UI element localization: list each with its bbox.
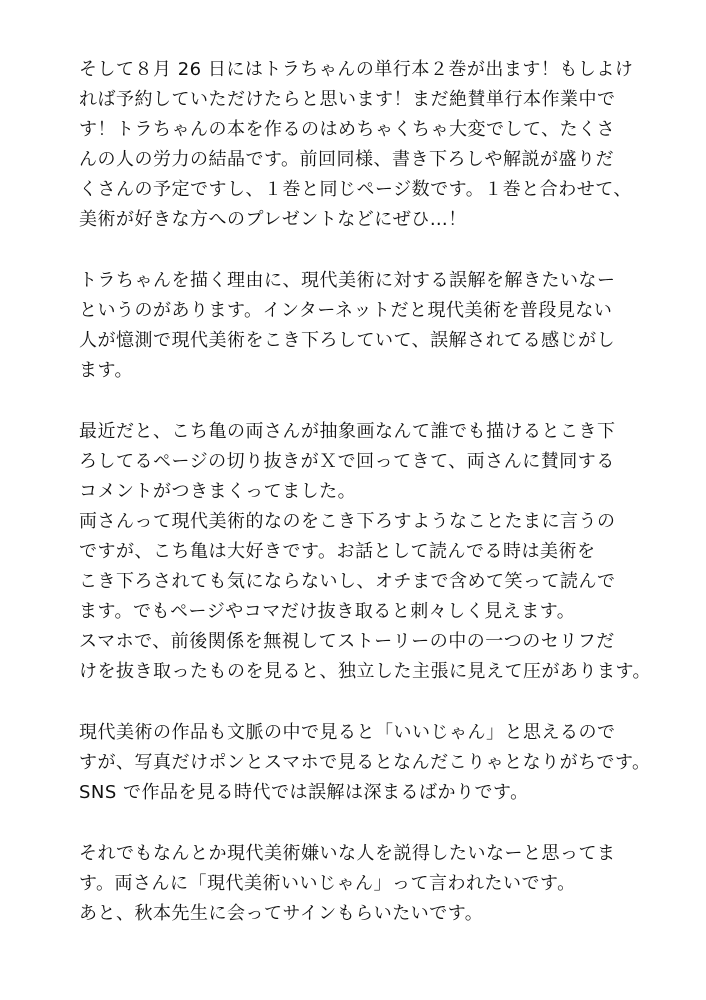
text-line: コメントがつきまくってました。 — [79, 481, 357, 502]
text-line: というのがあります。インターネットだと現代美術を普段見ない — [79, 300, 613, 321]
text-line: ます。 — [79, 360, 134, 381]
paragraph-spacer — [79, 687, 639, 718]
paragraph-reason — [79, 266, 639, 386]
text-line: けを抜き取ったものを見ると、独立した主張に見えて圧があります。 — [79, 661, 652, 682]
text-line: すが、写真だけポンとスマホで見るとなんだこりゃとなりがちです。 — [79, 752, 651, 773]
paragraph-kochikame — [79, 417, 652, 687]
text-line: ですが、こち亀は大好きです。お話として読んでる時は美術を — [79, 541, 596, 562]
paragraph-volume-release — [79, 55, 639, 235]
paragraph-spacer — [79, 386, 639, 417]
text-line: あと、秋本先生に会ってサインもらいたいです。 — [79, 903, 484, 924]
text-line: す。両さんに「現代美術いいじゃん」って言われたいです。 — [79, 873, 576, 894]
text-line: 人が憶測で現代美術をこき下ろしていて、誤解されてる感じがし — [79, 330, 616, 351]
text-line: SNS で作品を見る時代では誤解は深まるばかりです。 — [79, 782, 529, 803]
text-line: れば予約していただけたらと思います！まだ絶賛単行本作業中で — [79, 89, 616, 110]
text-line: くさんの予定ですし、１巻と同じページ数です。１巻と合わせて、 — [79, 179, 632, 200]
paragraph-spacer — [79, 235, 639, 266]
text-line: んの人の労力の結晶です。前回同様、書き下ろしや解説が盛りだ — [79, 149, 615, 170]
paragraph-spacer — [79, 808, 639, 839]
text-line: ろしてるページの切り抜きがＸで回ってきて、両さんに賛同する — [79, 451, 615, 472]
text-line: そして８月 26 日にはトラちゃんの単行本２巻が出ます！もしよけ — [79, 59, 634, 80]
text-line: す！トラちゃんの本を作るのはめちゃくちゃ大変でして、たくさ — [79, 119, 616, 140]
text-line: 現代美術の作品も文脈の中で見ると「いいじゃん」と思えるので — [79, 722, 616, 743]
text-line: スマホで、前後関係を無視してストーリーの中の一つのセリフだ — [79, 631, 615, 652]
text-line: トラちゃんを描く理由に、現代美術に対する誤解を解きたいなー — [79, 270, 616, 291]
text-line: こき下ろされても気にならないし、オチまで含めて笑って読んで — [79, 571, 616, 592]
text-line: 最近だと、こち亀の両さんが抽象画なんて誰でも描けるとこき下 — [79, 421, 616, 442]
body-text — [79, 55, 652, 929]
paragraph-context — [79, 718, 651, 808]
text-line: ます。でもページやコマだけ抜き取ると刺々しく見えます。 — [79, 601, 576, 622]
paragraph-closing — [79, 839, 639, 929]
text-line: 美術が好きな方へのプレゼントなどにぜひ…！ — [79, 209, 467, 230]
text-line: 両さんって現代美術的なのをこき下ろすようなことたまに言うの — [79, 511, 616, 532]
text-line: それでもなんとか現代美術嫌いな人を説得したいなーと思ってま — [79, 843, 616, 864]
